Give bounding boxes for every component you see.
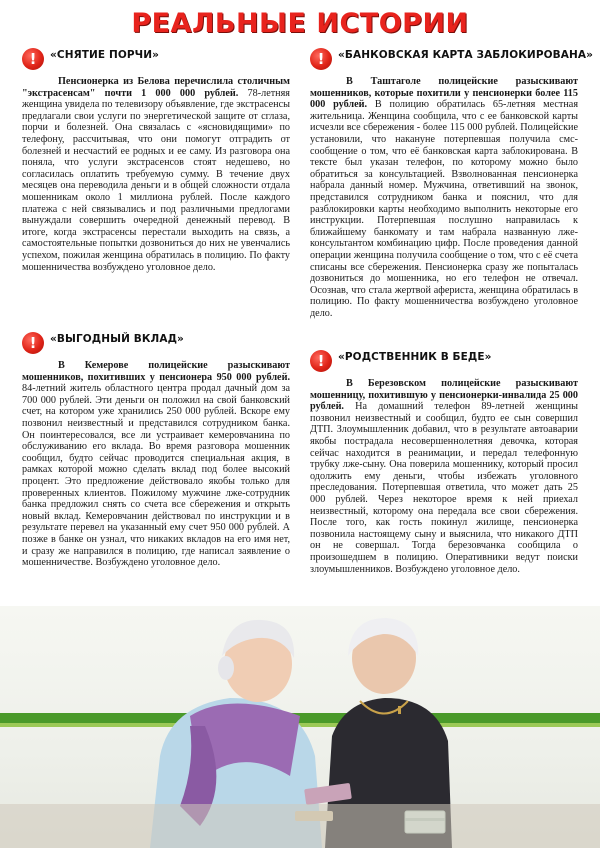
- exclamation-icon: !: [22, 48, 44, 70]
- story-section: [22, 332, 290, 569]
- story-text: 78-летняя женщина увидела по телевизору объявление, где экстрасенсы предлагали свои услуги по энергетической защите от сглаза, порчи и болезней. Она связалась с «ясновидящими» по телефону, рассчитывая, что они помогут отградить от болезней и несчастий ее родных и ее саму. Из разговора она поняла, что услуги экстрасенсов стоят недешево, но согласилась оплатить требуемую сумму. В течение двух месяцев она переводила деньги и в общей сложности отдала мошенникам около 1 миллиона рублей. После каждого платежа с ней связывались и под различными предлогами вынуждали совершить очередной денежный перевод. В итоге, когда экстрасенсы перестали выходить на связь, а самостоятельные попытки дозвониться до них не увенчались успехом, пожилая женщина обратилась в полицию. По факту мошенничества возбуждено уголовное дело.: [22, 87, 290, 273]
- story-title: «РОДСТВЕННИК В БЕДЕ»: [338, 351, 492, 363]
- story-title: «БАНКОВСКАЯ КАРТА ЗАБЛОКИРОВАНА»: [338, 49, 593, 61]
- story-lead: Пенсионерка из Белова перечислила столичным "экстрасенсам" почти 1 000 000 рублей.: [22, 76, 290, 99]
- story-section: [22, 48, 290, 273]
- story-header: [310, 48, 593, 76]
- story-text: В полицию обратилась 65-летняя местная жительница. Женщина сообщила, что с ее банковской карты исчезли все сбережения - более 115 000 рублей. Полицейские установили, что накануне потерпевшая получила смс-сообщение о том, что её банковская карта заблокирована. В тексте был указан телефон, по которому можно было обратиться за консультацией. Взволнованная пенсионерка набрала данный номер. Мужчина, ответивший на звонок, представился сотрудником банка и пояснил, что для разблокировки карты необходимо выполнить некоторые его инструкции. Потерпевшая послушно направилась к ближайшему банкомату и там набрала названную лже-консультантом комбинацию цифр. После проведения данной операции женщина получила сообщение о том, что с её счета списаны все сбережения. Пенсионерка сразу же попыталась дозвониться до мошенника, но его телефон не отвечал. Осознав, что стала жертвой афериста, женщина обратилась в полицию. По факту мошенничества возбуждено уголовное дело.: [310, 99, 578, 319]
- exclamation-icon: !: [310, 48, 332, 70]
- story-title: «ВЫГОДНЫЙ ВКЛАД»: [50, 333, 184, 345]
- story-lead: В Кемерове полицейские разыскивают мошенников, похитивших у пенсионера 950 000 рублей.: [22, 360, 290, 383]
- story-body: [22, 360, 290, 569]
- exclamation-icon: !: [310, 350, 332, 372]
- story-header: [22, 332, 290, 360]
- story-text: На домашний телефон 89-летней женщины позвонил неизвестный и сообщил, будто ее сын совершил ДТП. Злоумышленник добавил, что в результате автоаварии якобы пострадала несовершеннолетняя девочка, которая сейчас находится в реанимации, и передал телефонную трубку лже-сыну. Она поверила мошеннику, который просил одолжить ему деньги, чтобы избежать уголовного преследования. Потерпевшая ответила, что может дать 25 000 рублей. Через некоторое время к ней приехал неизвестный, которому она передала все свои сбережения. После того, как гость покинул жилище, пенсионерка позвонила настоящему сыну и выяснила, что никакого ДТП он не совершал. Тогда березовчанка сообщила о произошедшем в полицию. Оперативники ведут поиски злоумышленников. Возбуждено уголовное дело.: [310, 401, 579, 575]
- exclamation-icon: !: [22, 332, 44, 354]
- story-section: [310, 350, 578, 575]
- story-text: 84-летний житель областного центра продал дачный дом за 700 000 рублей. Эти деньги он положил на свой банковский счет, на котором уже хранились 250 000 рублей. Вскоре ему позвонил неизвестный и представился сотрудником банка. Он поинтересовался, все ли устраивает кемеровчанина по обслуживанию его вклада. Во время разговора мошенник сообщил, будто сейчас проводится специальная акция, в рамках которой можно сделать вклад под более высокий процент. Это предложение действовало якобы только для проверенных клиентов. Пожилому мужчине лже-сотрудник банка предложил снять со счета все сбережения и открыть новый вклад. Кемеровчанин действовал по инструкции и в результате перевел на указанный ему счет 950 000 рублей. А позже в банке он узнал, что никаких вкладов на его имя нет, и сразу же направился в полицию, где написал заявление о мошенничестве. Возбуждено уголовное дело.: [22, 383, 290, 569]
- page-title: РЕАЛЬНЫЕ ИСТОРИИ: [131, 8, 469, 39]
- story-header: [22, 48, 290, 76]
- story-lead: В Березовском полицейские разыскивают мошенницу, похитившую у пенсионерки-инвалида 25 000 рублей.: [310, 378, 578, 413]
- story-title: «СНЯТИЕ ПОРЧИ»: [50, 49, 160, 61]
- story-body: [310, 378, 578, 575]
- photo-elderly-women-with-money: [0, 606, 600, 848]
- story-header: [310, 350, 578, 378]
- story-body: [22, 76, 290, 273]
- story-section: [310, 48, 593, 319]
- photo-illustration: [0, 606, 600, 848]
- story-body: [310, 76, 578, 319]
- story-lead: В Таштаголе полицейские разыскивают мошенников, которые похитили у пенсионерки более 115 000 рублей.: [310, 76, 578, 111]
